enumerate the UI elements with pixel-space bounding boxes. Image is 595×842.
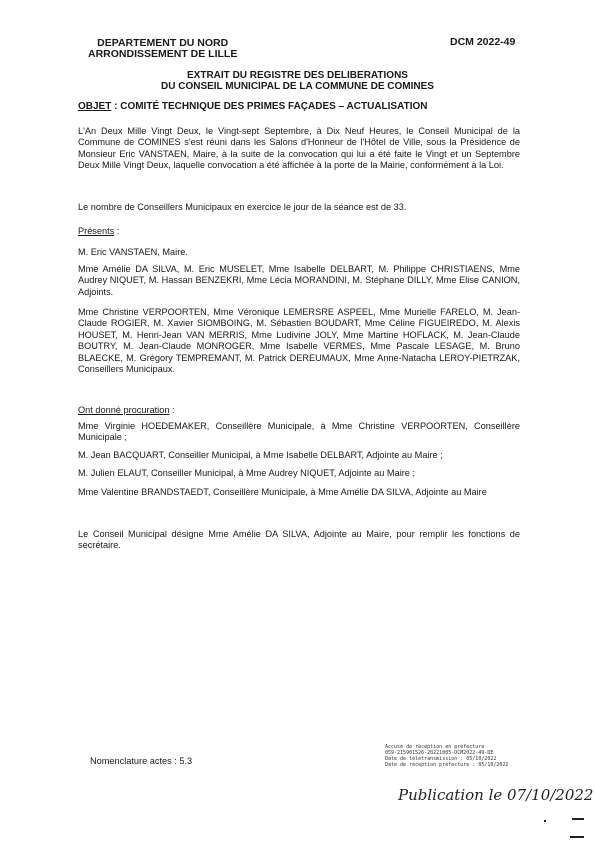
stamp-line: Date de réception préfecture : 05/10/2022 xyxy=(385,762,509,768)
department-line: DEPARTEMENT DU NORD xyxy=(97,37,229,49)
procuration-item: M. Jean BACQUART, Conseiller Municipal, à Mme Isabelle DELBART, Adjointe au Maire ; xyxy=(78,450,443,460)
presents-heading: Présents : xyxy=(78,226,120,236)
stamp-line: 059-215901526-20221005-DCM2022-49-DE xyxy=(385,750,494,756)
secretary-paragraph: Le Conseil Municipal désigne Mme Amélie DA SILVA, Adjointe au Maire, pour remplir les fonctions de secrétaire. xyxy=(78,529,520,551)
title-line-1: EXTRAIT DU REGISTRE DES DELIBERATIONS xyxy=(187,70,408,81)
scan-mark xyxy=(572,818,584,820)
presents-label: Présents xyxy=(78,226,115,236)
department-header xyxy=(88,38,237,60)
scan-mark xyxy=(544,820,546,822)
document-title xyxy=(60,70,535,92)
objet-label: OBJET xyxy=(78,101,112,112)
adjoints-paragraph: Mme Amélie DA SILVA, M. Eric MUSELET, Mme Isabelle DELBART, M. Philippe CHRISTIAENS, Mme Audrey NIQUET, M. Hassan BENZEKRI, Mme Lécia MORANDINI, M. Stéphane DILLY, Mme Elise CANION, Adjoints. xyxy=(78,264,520,297)
stamp-line: Accusé de réception en préfecture xyxy=(385,744,485,750)
procuration-item: M. Julien ELAUT, Conseiller Municipal, à Mme Audrey NIQUET, Adjointe au Maire ; xyxy=(78,468,416,478)
mayor-line: M. Eric VANSTAEN, Maire. xyxy=(78,247,188,257)
scan-mark xyxy=(570,836,584,838)
publication-handwritten: Publication le 07/10/2022 xyxy=(398,786,594,804)
arrondissement-line: ARRONDISSEMENT DE LILLE xyxy=(88,48,238,60)
objet-heading xyxy=(78,101,427,112)
member-count: Le nombre de Conseillers Municipaux en exercice le jour de la séance est de 33. xyxy=(78,202,407,212)
intro-paragraph: L'An Deux Mille Vingt Deux, le Vingt-sept Septembre, à Dix Neuf Heures, le Conseil Municipal de la Commune de COMINES s'est réuni dans les Salons d'Honneur de l'Hôtel de Ville, sous la Présidence de Monsieur Eric VANSTAEN, Maire, à la suite de la convocation qui lui a été faite le Vingt et un Septembre Deux Mille Vingt Deux, laquelle convocation a été affichée à la porte de la Mairie, conformément à la Loi. xyxy=(78,126,520,171)
nomenclature: Nomenclature actes : 5.3 xyxy=(90,756,193,766)
title-line-2: DU CONSEIL MUNICIPAL DE LA COMMUNE DE COMINES xyxy=(161,81,434,92)
stamp-line: Date de télétransmission : 05/10/2022 xyxy=(385,756,497,762)
procuration-label: Ont donné procuration xyxy=(78,405,170,415)
procuration-item: Mme Valentine BRANDSTAEDT, Conseillère Municipale, à Mme Amélie DA SILVA, Adjointe au Maire xyxy=(78,487,487,497)
conseillers-paragraph: Mme Christine VERPOORTEN, Mme Véronique LEMERSRE ASPEEL, Mme Murielle FARELO, M. Jean-Claude ROGIER, M. Xavier SIOMBOING, M. Sébastien BOUDART, Mme Céline FIGUEIREDO, M. Alexis HOUSET, M. Henri-Jean VAN MERRIS, Mme Ludivine JOLY, Mme Martine HOFLACK, M. Jean-Claude BOUTRY, M. Jean-Claude MONROGER, Mme Isabelle VERMES, Mme Pascale LESAGE, M. Bruno BLAECKE, M. Grégory TEMPREMANT, M. Patrick DEREUMAUX, Mme Anne-Natacha LEROY-PIETRZAK, Conseillers Municipaux. xyxy=(78,307,520,375)
prefecture-stamp xyxy=(385,744,535,772)
procuration-item: Mme Virginie HOEDEMAKER, Conseillère Municipale, à Mme Christine VERPOORTEN, Conseillère Municipale ; xyxy=(78,421,520,443)
procuration-heading: Ont donné procuration : xyxy=(78,405,175,415)
reference-number: DCM 2022-49 xyxy=(450,36,516,48)
objet-text: : COMITÉ TECHNIQUE DES PRIMES FAÇADES – ACTUALISATION xyxy=(111,101,428,112)
